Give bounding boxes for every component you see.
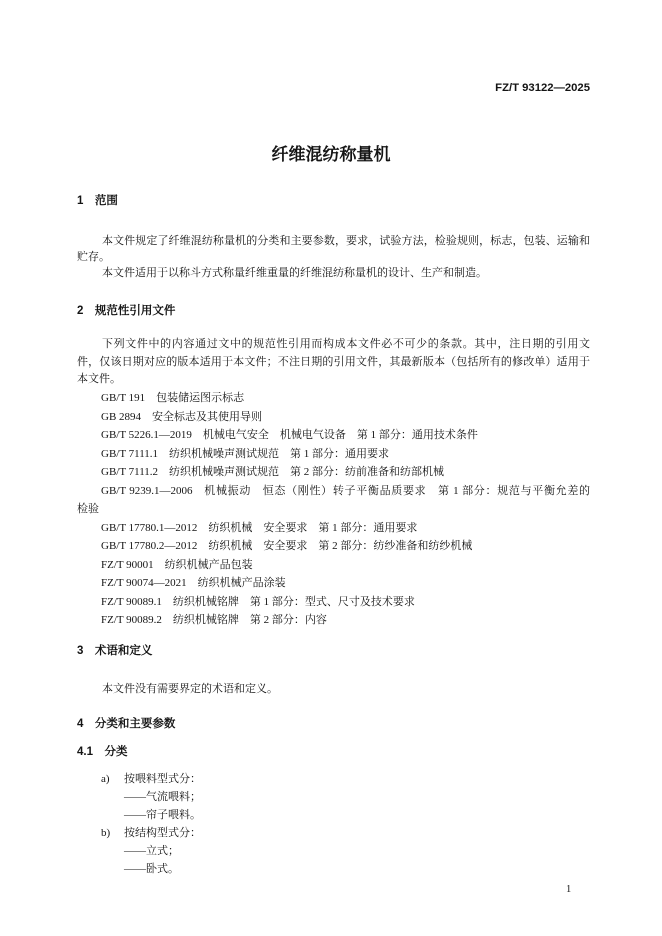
section-4-heading bbox=[77, 716, 590, 732]
reference-entry bbox=[77, 408, 590, 427]
list-item bbox=[77, 824, 590, 842]
section-title: 规范性引用文件 bbox=[94, 305, 176, 317]
reference-title: 纺织机械 安全要求 第 2 部分：纺纱准备和纺纱机械 bbox=[208, 540, 473, 552]
classification-list bbox=[77, 770, 590, 878]
reference-code: GB/T 7111.2 bbox=[101, 466, 159, 478]
document-code: FZ/T 93122—2025 bbox=[495, 82, 590, 94]
reference-title: 纺织机械噪声测试规范 第 1 部分：通用要求 bbox=[169, 447, 390, 460]
reference-title: 纺织机械铭牌 第 1 部分：型式、尺寸及技术要求 bbox=[172, 595, 415, 608]
sub-list-item: ——卧式。 bbox=[124, 863, 179, 875]
section-1-heading bbox=[77, 193, 590, 209]
reference-code: GB/T 17780.1—2012 bbox=[101, 521, 198, 534]
reference-entry bbox=[77, 537, 590, 556]
reference-title: 机械振动 恒态（刚性）转子平衡品质要求 第 1 部分：规范与平衡允差的 bbox=[203, 484, 591, 497]
list-item-text: 按喂料型式分： bbox=[124, 773, 201, 785]
reference-code: FZ/T 90001 bbox=[101, 558, 154, 571]
section-number: 2 bbox=[77, 305, 84, 317]
section-3-body bbox=[77, 681, 590, 697]
reference-code: GB/T 5226.1—2019 bbox=[101, 429, 192, 441]
reference-title: 纺织机械产品包装 bbox=[164, 558, 253, 571]
paragraph-line: 下列文件中的内容通过文中的规范性引用而构成本文件必不可少的条款。其中，注日期的引用文 bbox=[102, 338, 590, 350]
reference-title: 安全标志及其使用导则 bbox=[152, 410, 263, 423]
subsection-number: 4.1 bbox=[77, 746, 93, 758]
reference-title: 纺织机械产品涂装 bbox=[197, 577, 286, 589]
sub-list-item: ——立式； bbox=[124, 845, 179, 857]
reference-code: GB/T 9239.1—2006 bbox=[101, 484, 193, 497]
page-number: 1 bbox=[566, 884, 572, 895]
reference-code: GB/T 191 bbox=[101, 392, 146, 404]
reference-entry bbox=[77, 389, 590, 408]
section-number: 3 bbox=[77, 645, 84, 657]
section-3-heading bbox=[77, 643, 590, 659]
reference-code: GB/T 17780.2—2012 bbox=[101, 540, 198, 552]
subsection-title: 分类 bbox=[104, 746, 128, 758]
paragraph-line: 件，仅该日期对应的版本适用于本文件；不注日期的引用文件，其最新版本（包括所有的修改单）适用于 bbox=[77, 355, 590, 368]
reference-entry bbox=[77, 593, 590, 612]
reference-entry bbox=[77, 556, 590, 575]
reference-entry bbox=[77, 445, 590, 464]
paragraph-line: 本文件没有需要界定的术语和定义。 bbox=[102, 683, 278, 695]
paragraph-line: 本文件。 bbox=[77, 373, 121, 385]
section-title: 术语和定义 bbox=[94, 645, 153, 657]
paragraph-line: 本文件适用于以称斗方式称量纤维重量的纤维混纺称量机的设计、生产和制造。 bbox=[102, 267, 487, 279]
list-item-text: 按结构型式分： bbox=[124, 827, 201, 839]
paragraph-line: 贮存。 bbox=[77, 251, 110, 263]
reference-title: 机械电气安全 机械电气设备 第 1 部分：通用技术条件 bbox=[202, 429, 478, 441]
section-number: 4 bbox=[77, 718, 84, 730]
reference-entry bbox=[77, 463, 590, 482]
section-title: 分类和主要参数 bbox=[94, 718, 176, 730]
reference-title: 纺织机械 安全要求 第 1 部分：通用要求 bbox=[208, 521, 418, 534]
reference-entry bbox=[77, 426, 590, 445]
section-2-body bbox=[77, 336, 590, 389]
list-item bbox=[77, 770, 590, 788]
section-number: 1 bbox=[77, 195, 84, 207]
reference-title: 纺织机械铭牌 第 2 部分：内容 bbox=[172, 614, 327, 626]
document-title: 纤维混纺称量机 bbox=[271, 145, 391, 164]
reference-code: FZ/T 90089.1 bbox=[101, 595, 162, 608]
reference-title: 包装储运图示标志 bbox=[156, 392, 245, 404]
section-title: 范围 bbox=[94, 195, 118, 207]
reference-entry bbox=[77, 519, 590, 538]
section-1-body bbox=[77, 233, 590, 281]
reference-code: FZ/T 90089.2 bbox=[101, 614, 162, 626]
sub-list-item: ——帘子喂料。 bbox=[124, 809, 201, 821]
list-marker: b) bbox=[101, 827, 111, 839]
reference-code: GB 2894 bbox=[101, 410, 142, 423]
section-2-heading bbox=[77, 303, 590, 319]
reference-code: FZ/T 90074—2021 bbox=[101, 577, 187, 589]
reference-title-continuation: 检验 bbox=[77, 503, 99, 515]
sub-list-item: ——气流喂料； bbox=[124, 791, 201, 803]
reference-entry bbox=[77, 611, 590, 630]
list-marker: a) bbox=[101, 773, 110, 785]
reference-title: 纺织机械噪声测试规范 第 2 部分：纺前准备和纺部机械 bbox=[169, 466, 445, 478]
reference-entry bbox=[77, 574, 590, 593]
reference-entry bbox=[77, 482, 590, 501]
normative-references-list bbox=[77, 389, 590, 630]
subsection-4-1-heading bbox=[77, 744, 590, 760]
reference-code: GB/T 7111.1 bbox=[101, 447, 159, 460]
paragraph-line: 本文件规定了纤维混纺称量机的分类和主要参数，要求，试验方法，检验规则，标志，包装、运输和 bbox=[102, 235, 590, 247]
